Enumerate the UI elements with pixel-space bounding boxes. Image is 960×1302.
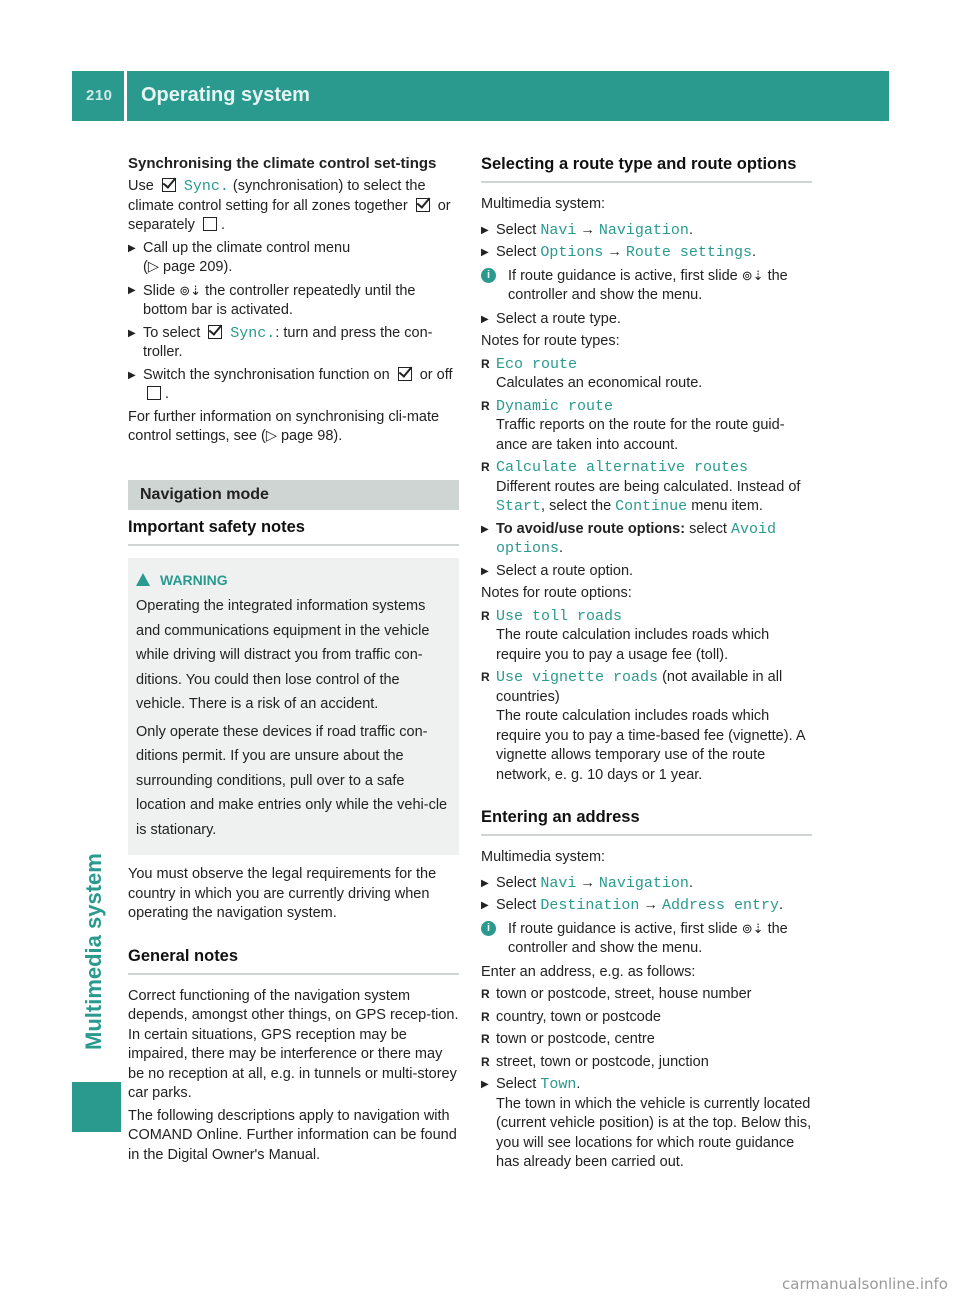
menu-navigation: Navigation [598,221,689,239]
checkbox-checked-icon [416,198,430,212]
step-avoid-options: ▶ To avoid/use route options: select Avoid options. [481,520,812,559]
step-switch-sync: ▶ Switch the synchronisation function on or off . [128,366,459,405]
general-notes-text-2: The following descriptions apply to navigation with COMAND Online. Further information can be found in the Digital Owner's Manual. [128,1107,457,1163]
step-select-route-option: ▶ Select a route option. [481,562,812,582]
step-select-route-type: ▶ Select a route type. [481,310,812,330]
safety-heading: Important safety notes [128,516,459,546]
step-select-options: ▶ Select Options → Route settings. [481,243,812,263]
legal-note: You must observe the legal requirements for the country in which you are currently driving when operating the navigation system. [128,866,437,921]
step-select-sync: ▶ To select Sync.: turn and press the con-troller. [128,324,459,363]
list-item-calc-alt: R Calculate alternative routes Different routes are being calculated. Instead of Start, select the Continue menu item. [481,458,812,517]
info-icon: i [481,268,496,283]
sync-menu-label: Sync. [183,178,229,195]
menu-options: Options [540,244,604,261]
controller-slide-icon: ⊚⇣ [741,267,764,283]
checkbox-empty-icon [203,217,217,231]
menu-address-entry: Address entry [661,897,779,914]
warning-icon [136,573,150,586]
address-heading: Entering an address [481,806,812,836]
sidebar-tab-marker [72,1082,121,1132]
controller-slide-icon: ⊚⇣ [179,282,202,298]
page-title: Operating system [141,84,310,107]
list-item: R town or postcode, centre [481,1030,812,1050]
warning-text-2: Only operate these devices if road traffic con-ditions permit. If you are unsure about the surrounding conditions, pull over to a safe location and make entries only while the vehi-cle is stationary. [136,723,448,838]
warning-box [128,558,459,856]
list-item: R street, town or postcode, junction [481,1053,812,1073]
checkbox-checked-icon [162,178,176,192]
route-heading: Selecting a route type and route options [481,153,812,183]
list-item-dynamic-route: R Dynamic route Traffic reports on the route for the route guid-ance are taken into account. [481,397,812,456]
list-item: R town or postcode, street, house number [481,985,812,1005]
sync-heading: Synchronising the climate control set-tings [128,155,437,172]
general-notes-text-1: Correct functioning of the navigation system depends, amongst other things, on GPS recep-tion. In certain situations, GPS reception may be impaired, there may be interference or there may be no reception at all, e.g. in tunnels or multi-storey car parks. [128,987,459,1101]
further-info: For further information on synchronising cli-mate control settings, see (▷ page 98). [128,408,440,444]
sidebar-section-label: Multimedia system [81,853,106,1050]
right-column [481,153,812,1176]
navigation-mode-banner: Navigation mode [128,480,459,510]
list-item: R country, town or postcode [481,1008,812,1028]
info-icon: i [481,921,496,936]
list-item-vignette-roads: R Use vignette roads (not available in all countries) The route calculation includes roads which require you to pay a time-based fee (vignette). A vignette allows temporary use of the route network, e. g. 10 days or 1 year. [481,668,812,785]
controller-slide-icon: ⊚⇣ [741,920,764,936]
step-slide-controller: ▶ Slide ⊚⇣ the controller repeatedly until the bottom bar is activated. [128,281,459,321]
list-item-eco-route: R Eco route Calculates an economical route. [481,355,812,394]
checkbox-checked-icon [398,367,412,381]
general-notes-heading: General notes [128,945,459,975]
warning-title: WARNING [160,571,228,588]
list-item-toll-roads: R Use toll roads The route calculation includes roads which require you to pay a usage fee (toll). [481,607,812,666]
watermark: carmanualsonline.info [782,1274,948,1293]
multimedia-label-2: Multimedia system: [481,849,606,865]
step-select-destination: ▶ Select Destination → Address entry. [481,896,812,916]
step-call-menu: ▶ Call up the climate control menu (▷ page 209). [128,239,459,278]
info-note-address: i If route guidance is active, first slide ⊚⇣ the controller and show the menu. [481,919,812,959]
page-header [72,71,889,121]
step-select-town: ▶ Select Town. The town in which the vehicle is currently located (current vehicle position) is at the top. Below this, you will see locations for which route guidance has already been carried out. [481,1075,812,1173]
notes-route-types: Notes for route types: [481,333,620,349]
checkbox-empty-icon [147,386,161,400]
enter-address-intro: Enter an address, e.g. as follows: [481,963,696,980]
info-note-route: i If route guidance is active, first slide ⊚⇣ the controller and show the menu. [481,266,812,306]
sync-intro: Use Sync. (synchronisation) to select the climate control setting for all zones together or separately . [128,178,451,233]
checkbox-checked-icon [208,325,222,339]
notes-route-options: Notes for route options: [481,585,632,601]
step-select-navi: ▶ Select Navi → Navigation. [481,221,812,241]
step-select-navi-2: ▶ Select Navi → Navigation. [481,874,812,894]
page-number: 210 [86,87,113,105]
menu-navi: Navi [540,221,577,239]
menu-route-settings: Route settings [625,244,752,261]
left-column [128,153,459,1168]
multimedia-label: Multimedia system: [481,196,606,212]
menu-destination: Destination [540,897,640,914]
menu-town: Town [540,1076,577,1093]
warning-text-1: Operating the integrated information systems and communications equipment in the vehicle while driving will distract you from traffic con-ditions. You could then lose control of the vehicle. There is a risk of an accident. [136,598,430,712]
